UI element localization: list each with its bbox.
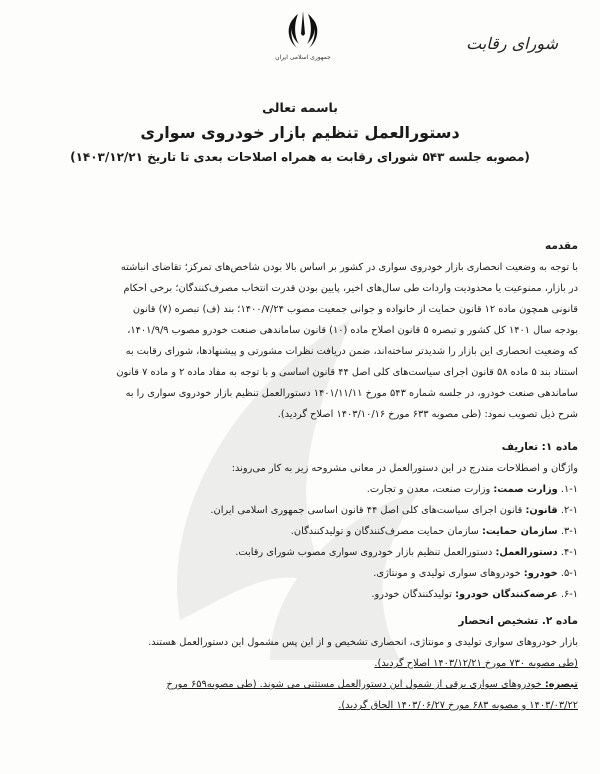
title-block (20, 100, 580, 164)
article1-intro: واژگان و اصطلاحات مندرج در این دستورالعمل در معانی مشروحه زیر به کار می‌روند: (231, 463, 578, 474)
definition-text: قانون اجرای سیاست‌های کلی اصل ۴۴ قانون اساسی جمهوری اسلامی ایران. (210, 505, 523, 516)
brand-logo: شورای رقابت (466, 34, 558, 53)
doc-salutation: باسمه تعالی (262, 100, 338, 115)
definition-item (18, 542, 578, 563)
definition-term: خودرو: (523, 568, 558, 579)
intro-line: که وضعیت انحصاری این بازار را شدیدتر ساخته‌اند، ضمن دریافت نظرات مشورتی و پیشنهادها، شورای رقابت به (125, 346, 578, 357)
definition-term: وزارت صمت: (493, 484, 558, 495)
definition-item (18, 563, 578, 584)
document-body (18, 236, 578, 716)
article2-note (18, 674, 578, 695)
intro-line: ساماندهی صنعت خودرو، در جلسه شماره ۵۴۳ مورخ ۱۴۰۱/۱۱/۱۱ دستورالعمل تنظیم بازار خودروی سواری را به (125, 388, 578, 399)
intro-line: قانونی همچون ماده ۱۲ قانون حمایت از خانواده و جوانی جمعیت مصوب ۱۴۰۰/۷/۲۴؛ بند (ف) تبصره (۷) قانون (132, 304, 578, 315)
intro-heading: مقدمه (545, 240, 578, 252)
definition-number: ۴-۱. (560, 547, 578, 558)
definitions-list (18, 479, 578, 605)
emblem-caption: جمهوری اسلامی ایران (275, 54, 331, 61)
definition-text: تولیدکنندگان خودرو. (371, 589, 452, 600)
iran-emblem (268, 8, 338, 61)
definition-text: خودروهای سواری تولیدی و مونتاژی. (373, 568, 521, 579)
article1-heading: ماده ۱: تعاریف (501, 441, 578, 453)
definition-item (18, 500, 578, 521)
definition-number: ۲-۱. (560, 505, 578, 516)
definition-item (18, 584, 578, 605)
intro-paragraph (18, 257, 578, 425)
definition-text: وزارت صنعت، معدن و تجارت. (366, 484, 491, 495)
intro-line: با توجه به وضعیت انحصاری بازار خودروی سواری در کشور بر اساس بالا بودن شاخص‌های تمرکز؛ تقاضای انباشته (120, 262, 578, 273)
intro-line: در بازار، ممنوعیت یا محدودیت واردات طی سال‌های اخیر، پایین بودن قدرت انتخاب مصرف‌کنندگان؛ برخی احکام (123, 283, 578, 294)
definition-number: ۳-۱. (560, 526, 578, 537)
intro-line: استناد بند ۵ ماده ۵۸ قانون اجرای سیاست‌های کلی اصل ۴۴ قانون اساسی و با توجه به مفاد ماده ۲ و ماده ۷ قانون (116, 367, 578, 378)
definition-term: عرضه‌کنندگان خودرو: (455, 589, 558, 600)
article2-line: (طی مصوبه ۷۳۰ مورخ ۱۴۰۳/۱۲/۲۱ اصلاح گردید). (374, 658, 578, 669)
doc-subtitle: (مصوبه جلسه ۵۴۳ شورای رقابت به همراه اصلاحات بعدی تا تاریخ ۱۴۰۳/۱۲/۲۱) (70, 150, 530, 164)
article2-note-line: ۱۴۰۳/۰۳/۲۲ و مصوبه ۶۸۳ مورخ ۱۴۰۳/۰۶/۲۷ الحاق گردید). (338, 700, 578, 711)
definition-number: ۶-۱. (560, 589, 578, 600)
definition-term: دستورالعمل: (495, 547, 558, 558)
definition-text: دستورالعمل تنظیم بازار خودروی سواری مصوب شورای رقابت. (235, 547, 493, 558)
article2-line: بازار خودروهای سواری تولیدی و مونتاژی، انحصاری تشخیص و از این پس مشمول این دستورالعمل هستند. (148, 637, 578, 648)
note-text: خودروهای سواری برقی از شمول این دستورالعمل مستثنی می شوند. (طی مصوبه۶۵۹ مورخ (166, 679, 542, 690)
emblem-icon (283, 8, 323, 52)
definition-item (18, 479, 578, 500)
intro-line: بودجه سال ۱۴۰۱ کل کشور و تبصره ۵ قانون اصلاح ماده (۱۰) قانون ساماندهی صنعت خودرو مصوب ۱۴۰۱/۹/۹، (127, 325, 578, 336)
definition-number: ۵-۱. (560, 568, 578, 579)
doc-title: دستورالعمل تنظیم بازار خودروی سواری (140, 123, 460, 142)
intro-line: شرح ذیل تصویب نمود: (طی مصوبه ۶۳۳ مورخ ۱۴۰۳/۱۰/۱۶ اصلاح گردید). (277, 409, 578, 420)
definition-term: قانون: (525, 505, 558, 516)
note-label: تبصره: (544, 679, 578, 690)
article2-heading: ماده ۲. تشخیص انحصار (458, 615, 578, 627)
definition-term: سازمان حمایت: (481, 526, 558, 537)
definition-number: ۱-۱. (560, 484, 578, 495)
definition-text: سازمان حمایت مصرف‌کنندگان و تولیدکنندگان. (290, 526, 479, 537)
definition-item (18, 521, 578, 542)
